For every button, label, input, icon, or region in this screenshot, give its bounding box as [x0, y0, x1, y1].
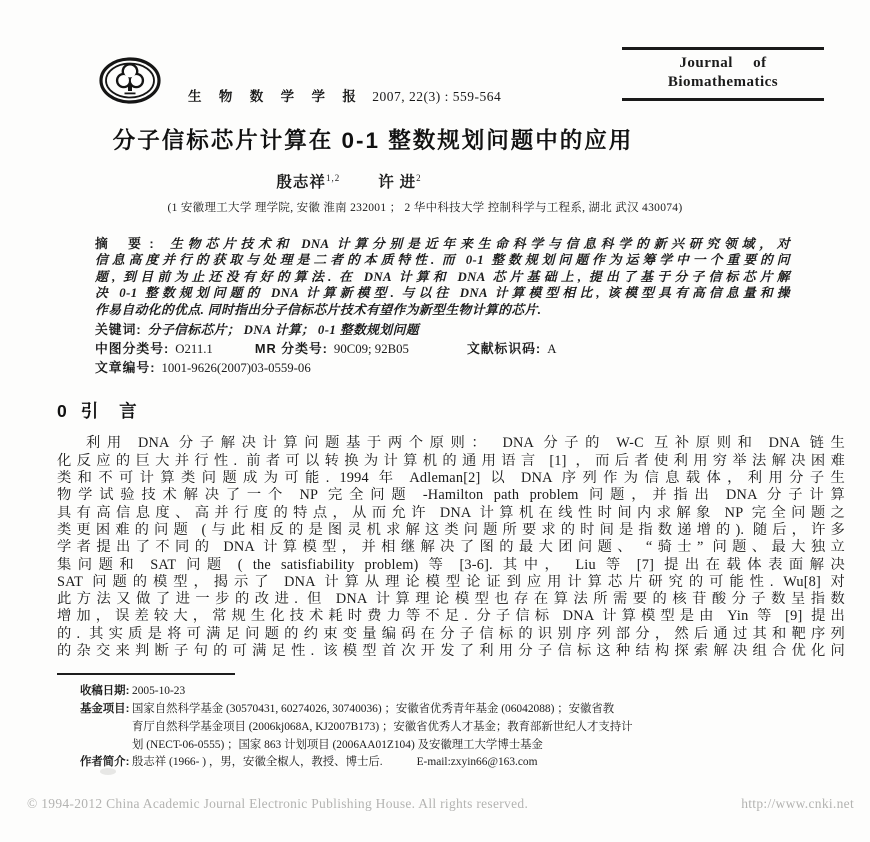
body-line: 化反应的巨大并行性. 前者可以转换为计算机的通用语言 [1] ，而后者使利用穷举法解决困难 — [57, 452, 845, 469]
journal-name-en-box — [622, 47, 824, 101]
article-no-label: 文章编号: — [95, 359, 156, 375]
journal-logo-icon — [99, 57, 161, 104]
footnote-funding-row — [80, 701, 832, 754]
funding-content — [132, 701, 832, 754]
keywords-row — [95, 321, 790, 340]
body-line: 的杂交来判断子句的可满足性. 该模型首次开发了利用分子信标这种结构探索解决组合优化问 — [57, 642, 845, 659]
footnotes-block — [80, 683, 832, 772]
abstract-label: 摘 要: — [95, 236, 158, 251]
body-line: 物学试验技术解决了一个 NP 完全问题 -Hamilton path problem 问题，并指出 DNA 分子计算 — [57, 487, 845, 504]
funding-line: 国家自然科学基金 (30570431, 60274026, 30740036) ；安徽省优秀青年基金 (06042088) ；安徽省教 — [132, 703, 615, 716]
body-line: 增加，误差较大，常规生化技术耗时费力等不足. 分子信标 DNA 计算模型是由 Yin 等 [9] 提出 — [57, 608, 845, 625]
bio-email: E-mail:zxyin66@163.com — [416, 756, 538, 769]
footnote-separator — [57, 673, 235, 675]
body-line: 的. 其实质是将可满足问题的约束变量编码在分子信标的识别序列部分，然后通过其和靶序列 — [57, 625, 845, 642]
funding-label: 基金项目: — [80, 703, 130, 716]
mr-label: MR 分类号: — [254, 340, 328, 356]
abstract-line — [95, 236, 790, 252]
funding-line: 划 (NECT-06-0555) ；国家 863 计划项目 (2006AA01Z104) 及安徽理工大学博士基金 — [132, 738, 543, 751]
footer-copyright: © 1994-2012 China Academic Journal Electronic Publishing House. All rights reserved. — [27, 796, 529, 811]
keywords-value: 分子信标芯片； DNA 计算； 0-1 整数规划问题 — [147, 323, 419, 338]
footer-url: http://www.cnki.net — [741, 796, 854, 811]
article-no-row — [95, 359, 790, 378]
body-line: 类更困难的问题 (与此相反的是图灵机求解这类问题所要求的时间是指数递增的). 随后，许多 — [57, 521, 845, 538]
body-line: 此方法又做了进一步的改进. 但 DNA 计算理论模型也存在算法所需要的核苷酸分子数呈指数 — [57, 591, 845, 608]
abstract-line: 作易自动化的优点. 同时指出分子信标芯片技术有望作为新型生物计算的芯片. — [95, 302, 542, 317]
author-2-name: 许 进 — [378, 174, 417, 191]
affiliation-line: (1 安徽理工大学 理学院, 安徽 淮南 232001 ； 2 华中科技大学 控制科学与工程系, 湖北 武汉 430074) — [167, 202, 683, 214]
journal-name-cn: 生 物 数 学 学 报 — [188, 89, 363, 104]
body-paragraph — [57, 435, 845, 660]
section-number: 0 — [57, 401, 67, 422]
received-label: 收稿日期: — [80, 685, 130, 698]
keywords-label: 关键词: — [95, 322, 142, 338]
body-line: SAT 问题的模型，揭示了 DNA 计算从理论模型论证到应用计算芯片研究的可能性. Wu[8] 对 — [57, 573, 845, 590]
bio-content — [132, 754, 832, 772]
authors-line — [0, 170, 784, 192]
abstract-line-text: 生物芯片技术和 DNA 计算分别是近年来生命科学与信息科学的新兴研究领域，对 — [165, 237, 790, 251]
footnote-bio-row — [80, 754, 832, 772]
body-line: 学者提出了不同的 DNA 计算模型，并相继解决了图的最大团问题、 “骑士” 问题、最大独立 — [57, 539, 845, 556]
section-heading — [57, 398, 870, 423]
journal-issue-info: 2007, 22(3) : 559-564 — [372, 89, 502, 104]
abstract-line: 决 0-1 整数规划问题的 DNA 计算新模型. 与以往 DNA 计算模型相比, 该模型具有高信息量和操 — [95, 286, 790, 301]
author-1-name: 殷志祥 — [276, 174, 326, 191]
abstract-line: 信息高度并行的获取与处理是二者的本质特性. 而 0-1 整数规划问题作为运筹学中一个重要的问 — [95, 253, 790, 268]
meta-block — [95, 321, 790, 377]
author-1-affiliation-sup: 1,2 — [325, 172, 341, 183]
doc-code-label: 文献标识码: — [466, 340, 542, 356]
bio-text: 殷志祥 (1966- ) ，男，安徽全椒人，教授、博士后. — [132, 756, 383, 769]
funding-line: 育厅自然科学基金项目 (2006kj068A, KJ2007B173) ；安徽省优秀人才基金；教育部新世纪人才支持计 — [132, 720, 633, 733]
abstract-block — [95, 236, 790, 318]
clc-label: 中图分类号: — [95, 340, 170, 356]
page-footer — [0, 796, 870, 812]
author-2-affiliation-sup: 2 — [416, 172, 422, 183]
author-2 — [378, 174, 421, 191]
journal-name-en-line2: Biomathematics — [667, 74, 779, 90]
classification-row — [95, 340, 790, 359]
scan-smudge — [100, 768, 116, 775]
doc-code-value: A — [547, 341, 557, 356]
section-title: 引 言 — [80, 401, 145, 422]
journal-header-line — [188, 85, 501, 105]
mr-value: 90C09; 92B05 — [333, 341, 409, 356]
body-line: 集问题和 SAT 问题 ( the satisfiability problem) 等 [3-6]. 其中， Liu 等 [7] 提出在载体表面解决 — [57, 556, 845, 573]
page-title: 分子信标芯片计算在 0-1 整数规划问题中的应用 — [112, 128, 634, 153]
body-line: 利用 DNA 分子解决计算问题基于两个原则： DNA 分子的 W-C 互补原则和 DNA 链生 — [86, 435, 845, 452]
footnote-received-row — [80, 683, 832, 701]
body-line: 类和不可计算类问题成为可能. 1994 年 Adleman[2] 以 DNA 序列作为信息载体，利用分子生 — [57, 470, 845, 487]
journal-name-en-line1: Journal of — [679, 55, 767, 71]
received-value: 2005-10-23 — [132, 685, 186, 698]
abstract-line: 题, 到目前为止还没有好的算法. 在 DNA 计算和 DNA 芯片基础上, 提出了基于分子信标芯片解 — [95, 269, 790, 284]
article-no-value: 1001-9626(2007)03-0559-06 — [161, 360, 311, 375]
author-1 — [276, 174, 340, 191]
body-line: 具有高信息度、高并行度的特点，从而允许 DNA 计算机在线性时间内求解象 NP 完全问题之 — [57, 504, 845, 521]
clc-value: O211.1 — [175, 341, 213, 356]
bio-label: 作者简介: — [80, 756, 130, 769]
